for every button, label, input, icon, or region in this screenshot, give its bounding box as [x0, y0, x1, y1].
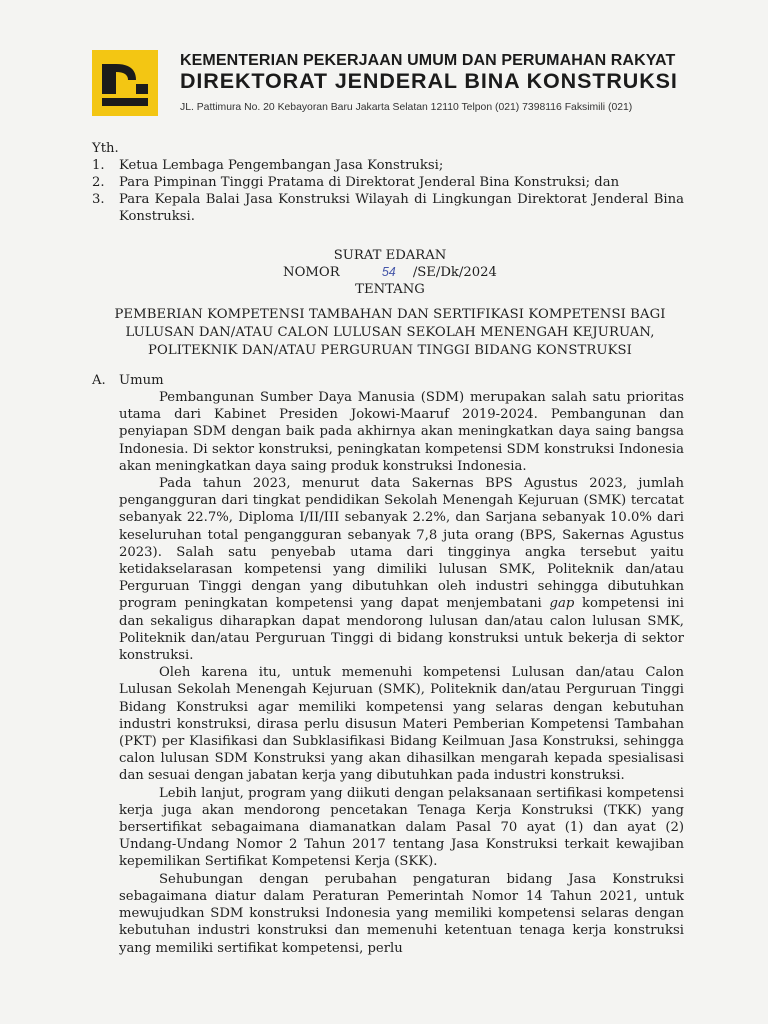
salutation: Yth. [92, 141, 119, 156]
recipient-item [92, 157, 684, 174]
italic-term: gap [549, 596, 575, 612]
recipient-number: 2. [92, 175, 105, 190]
recipient-number: 3. [92, 192, 105, 207]
recipient-text: Ketua Lembaga Pengembangan Jasa Konstruksi; [119, 158, 444, 173]
subject-line: PEMBERIAN KOMPETENSI TAMBAHAN DAN SERTIFIKASI KOMPETENSI BAGI [114, 307, 666, 322]
section-letter: A. [92, 373, 106, 388]
section-a [92, 372, 684, 957]
tentang-label: TENTANG [355, 282, 425, 297]
recipient-number: 1. [92, 158, 105, 173]
directorate-name: DIREKTORAT JENDERAL BINA KONSTRUKSI [180, 69, 678, 93]
paragraph: Sehubungan dengan perubahan pengaturan bidang Jasa Konstruksi sebagaimana diatur dalam Peraturan Pemerintah Nomor 14 Tahun 2021, untuk mewujudkan SDM konstruksi Indonesia yang memiliki kompetensi selaras dengan kebutuhan industri konstruksi dan memenuhi ketentuan tenaga kerja konstruksi yang memiliki sertifikat kompetensi, perlu [119, 871, 684, 956]
subject-line: LULUSAN DAN/ATAU CALON LULUSAN SEKOLAH MENENGAH KEJURUAN, [125, 325, 655, 340]
recipients-block [92, 140, 684, 225]
paragraph: Oleh karena itu, untuk memenuhi kompetensi Lulusan dan/atau Calon Lulusan Sekolah Menengah Kejuruan (SMK), Politeknik dan/atau Perguruan Tinggi Bidang Konstruksi agar memiliki kompetensi yang selaras dengan kebutuhan industri konstruksi, dirasa perlu disusun Materi Pemberian Kompetensi Tambahan (PKT) per Klasifikasi dan Subklasifikasi Bidang Keilmuan Jasa Konstruksi, sehingga calon lulusan SDM Konstruksi yang akan dihasilkan mengarah kepada spesialisasi dan sesuai dengan jabatan kerja yang dibutuhkan pada industri konstruksi. [119, 665, 684, 784]
ministry-logo [92, 50, 158, 116]
paragraph: Pembangunan Sumber Daya Manusia (SDM) merupakan salah satu prioritas utama dari Kabinet Presiden Jokowi-Maaruf 2019-2024. Pembangunan dan penyiapan SDM dengan baik pada akhirnya akan meningkatkan daya saing bangsa Indonesia. Di sektor konstruksi, peningkatan kompetensi SDM konstruksi Indonesia akan meningkatkan daya saing produk konstruksi Indonesia. [119, 390, 684, 474]
letter-heading [80, 247, 700, 360]
letterhead [92, 44, 732, 124]
recipient-list [92, 157, 684, 225]
subject-line: POLITEKNIK DAN/ATAU PERGURUAN TINGGI BIDANG KONSTRUKSI [148, 343, 632, 358]
recipient-text: Para Kepala Balai Jasa Konstruksi Wilayah di Lingkungan Direktorat Jenderal Bina Konstruksi. [119, 192, 684, 224]
nomor-label: NOMOR [283, 265, 340, 280]
pu-logo-icon [92, 50, 158, 116]
section-title: Umum [119, 373, 164, 388]
document-type: SURAT EDARAN [333, 248, 447, 263]
nomor-suffix: /SE/Dk/2024 [412, 265, 497, 280]
office-address: JL. Pattimura No. 20 Kebayoran Baru Jakarta Selatan 12110 Telpon (021) 7398116 Faksimili (021) [180, 102, 633, 113]
subject [80, 306, 700, 360]
recipient-item [92, 191, 684, 225]
document-number [80, 264, 700, 281]
section-heading [92, 372, 684, 389]
section-body [119, 389, 684, 957]
paragraph: Lebih lanjut, program yang diikuti dengan pelaksanaan sertifikasi kompetensi kerja juga akan mendorong pencetakan Tenaga Kerja Konstruksi (TKK) yang bersertifikat sebagaimana diamanatkan dalam Pasal 70 ayat (1) dan ayat (2) Undang-Undang Nomor 2 Tahun 2017 tentang Jasa Konstruksi terkait kewajiban kepemilikan Sertifikat Kompetensi Kerja (SKK). [119, 785, 684, 870]
handwritten-number: 54 [381, 265, 396, 279]
paragraph: Pada tahun 2023, menurut data Sakernas BPS Agustus 2023, jumlah pengangguran dari tingkat pendidikan Sekolah Menengah Kejuruan (SMK) tercatat sebanyak 22.7%, Diploma I/II/III sebanyak 2.2%, dan Sarjana sebanyak 10.0% dari keseluruhan total pengangguran sebanyak 7,8 juta orang (BPS, Sakernas Agustus 2023). Salah satu penyebab utama dari tingginya angka tersebut yaitu ketidakselarasan kompetensi yang dimiliki lulusan SMK, Politeknik dan/atau Perguruan Tinggi dengan yang dibutuhkan oleh industri sehingga dibutuhkan program peningkatan kompetensi yang dapat menjembatani gap kompetensi ini dan sekaligus diharapkan dapat mendorong lulusan dan/atau calon lulusan SMK, Politeknik dan/atau Perguruan Tinggi di bidang konstruksi untuk bekerja di sektor konstruksi. [119, 476, 685, 664]
recipient-item [92, 174, 684, 191]
recipient-text: Para Pimpinan Tinggi Pratama di Direktorat Jenderal Bina Konstruksi; dan [119, 175, 620, 190]
ministry-name: KEMENTERIAN PEKERJAAN UMUM DAN PERUMAHAN RAKYAT [180, 52, 676, 69]
